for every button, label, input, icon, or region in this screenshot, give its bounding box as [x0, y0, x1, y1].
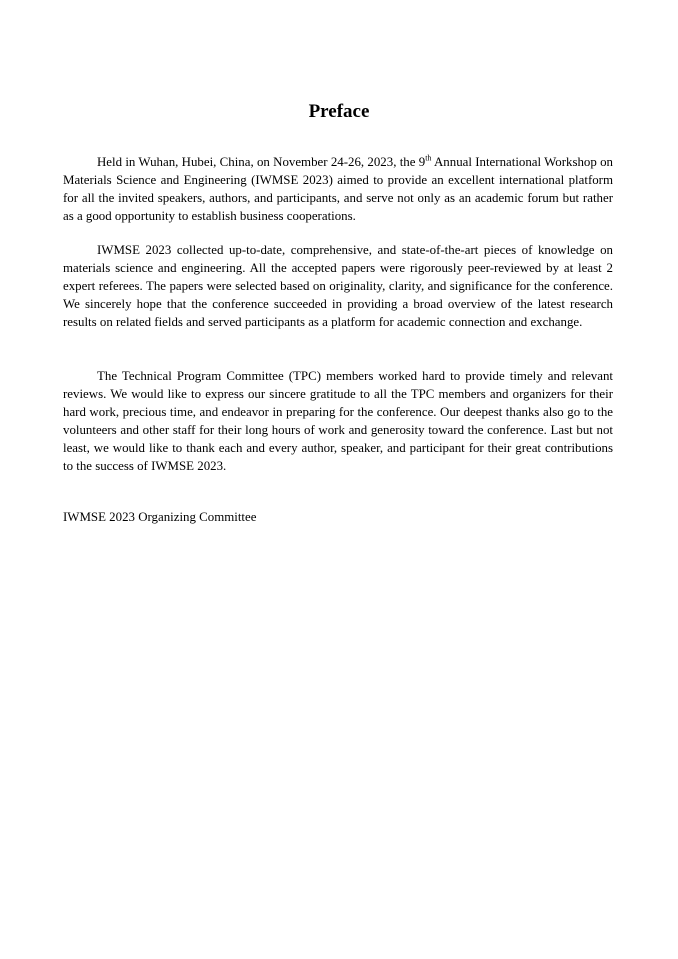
paragraph-text-part-2: Annual International Workshop on Materials Science and Engineering (IWMSE 2023) aimed to provide an excellent international platform for all the invited speakers, authors, and participants, and serve not only as an academic forum but rather as a good opportunity to establish business cooperations.	[63, 155, 613, 223]
paragraph-intro	[63, 153, 613, 225]
paragraph-content	[63, 241, 613, 331]
paragraph-text: IWMSE 2023 collected up-to-date, comprehensive, and state-of-the-art pieces of knowledge on materials science and engineering. All the accepted papers were rigorously peer-reviewed by at least 2 expert referees. The papers were selected based on originality, clarity, and significance for the conference. We sincerely hope that the conference succeeded in providing a broad overview of the latest research results on related fields and served participants as a platform for academic connection and exchange.	[63, 243, 613, 329]
paragraph-acknowledgements	[63, 367, 613, 475]
paragraph-text: The Technical Program Committee (TPC) members worked hard to provide timely and relevant reviews. We would like to express our sincere gratitude to all the TPC members and organizers for their hard work, precious time, and endeavor in preparing for the conference. Our deepest thanks also go to the volunteers and other staff for their long hours of work and generosity toward the conference. Last but not least, we would like to thank each and every author, speaker, and participant for their great contributions to the success of IWMSE 2023.	[63, 369, 613, 473]
paragraph-text	[63, 153, 613, 225]
ordinal-suffix: th	[425, 153, 432, 163]
signoff: IWMSE 2023 Organizing Committee	[63, 510, 257, 524]
paragraph-text-part-1: Held in Wuhan, Hubei, China, on November 24-26, 2023, the 9	[97, 155, 426, 169]
page-title: Preface	[308, 100, 370, 122]
